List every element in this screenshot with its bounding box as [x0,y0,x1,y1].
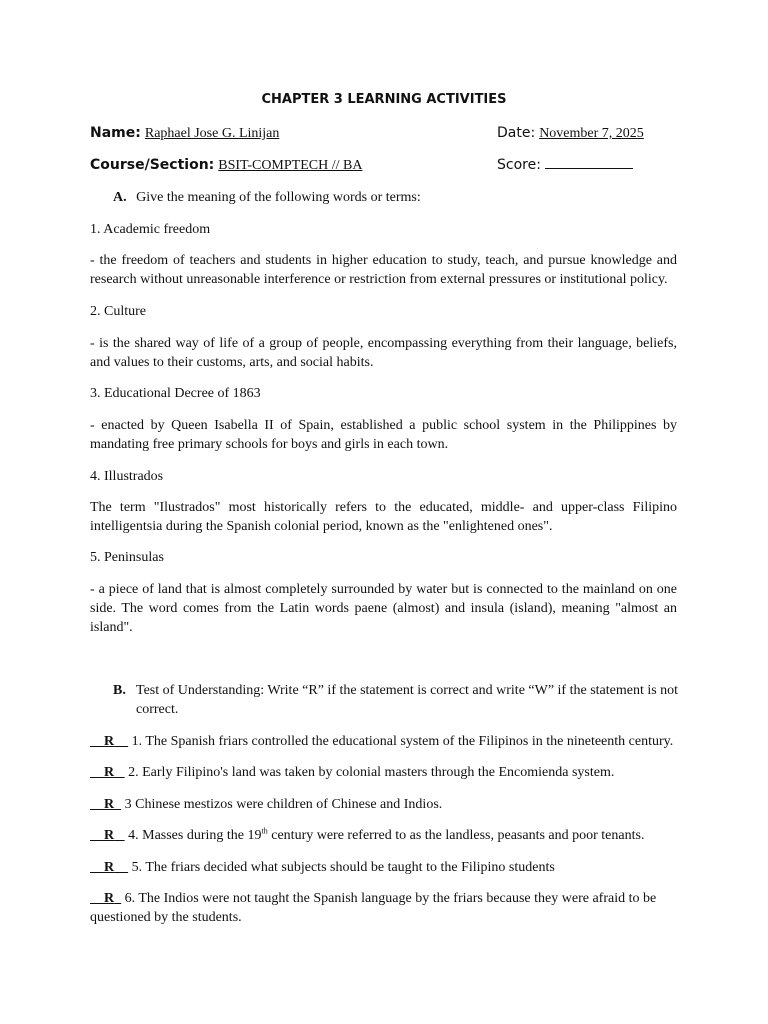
answer-5: R [104,860,115,875]
name-label: Name: [90,125,141,141]
term-5: 5. Peninsulas [90,550,164,565]
course-value: BSIT-COMPTECH // BA [218,158,363,173]
date-label: Date: [497,125,536,141]
definition-2: - is the shared way of life of a group of people, encompassing everything from their language, beliefs, and values to their customs, arts, and social habits. [90,336,677,370]
statement-1-text: 1. The Spanish friars controlled the educational system of the Filipinos in the nineteenth century. [131,734,674,749]
statement-6 [90,889,680,927]
course-row [90,156,362,174]
section-a-letter: A. [113,190,127,205]
date-value: November 7, 2025 [539,126,644,141]
statement-3-text: 3 Chinese mestizos were children of Chinese and Indios. [124,797,443,812]
term-4: 4. Illustrados [90,469,164,484]
statement-4-text: 4. Masses during the 19th century were referred to as the landless, peasants and poor tenants. [128,826,645,843]
score-blank [545,156,633,169]
answer-1: R [104,734,115,749]
statement-1 [90,732,673,751]
answer-6: R [104,891,115,906]
term-1: 1. Academic freedom [90,222,211,237]
definition-5: - a piece of land that is almost completely surrounded by water but is connected to the mainland on one side. The word comes from the Latin words paene (almost) and insula (island), meaning "almost an island". [90,582,677,635]
document-title: CHAPTER 3 LEARNING ACTIVITIES [261,92,507,107]
section-a-heading [113,188,421,207]
course-label: Course/Section: [90,157,215,173]
section-b-letter: B. [113,683,126,698]
definition-3: - enacted by Queen Isabella II of Spain, established a public school system in the Philippines by mandating free primary schools for boys and girls in each town. [90,418,677,452]
statement-5-text: 5. The friars decided what subjects should be taught to the Filipino students [131,860,555,875]
statement-2 [90,763,614,782]
term-3: 3. Educational Decree of 1863 [90,386,261,401]
term-2: 2. Culture [90,304,146,319]
section-b-instruction: Test of Understanding: Write “R” if the statement is correct and write “W” if the statement is not correct. [136,683,679,717]
definition-4: The term "Ilustrados" most historically refers to the educated, middle- and upper-class Filipino intelligentsia during the Spanish colonial period, known as the "enlightened ones". [90,500,677,534]
date-row [497,124,644,142]
name-row [90,124,279,142]
statement-2-text: 2. Early Filipino's land was taken by colonial masters through the Encomienda system. [128,765,615,780]
section-a-instruction: Give the meaning of the following words or terms: [136,190,421,205]
statement-3 [90,795,442,814]
answer-3: R [104,797,115,812]
definition-1: - the freedom of teachers and students in higher education to study, teach, and pursue knowledge and research without unreasonable interference or restriction from external pressures or institutional policy. [90,253,677,287]
name-value: Raphael Jose G. Linijan [144,126,280,141]
statement-6-text: 6. The Indios were not taught the Spanish language by the friars because they were afraid to be questioned by the students. [90,891,657,925]
score-label: Score: [497,157,541,173]
statement-4 [90,826,644,845]
answer-2: R [104,765,115,780]
score-row [497,156,633,174]
statement-5 [90,858,555,877]
answer-4: R [104,828,115,843]
